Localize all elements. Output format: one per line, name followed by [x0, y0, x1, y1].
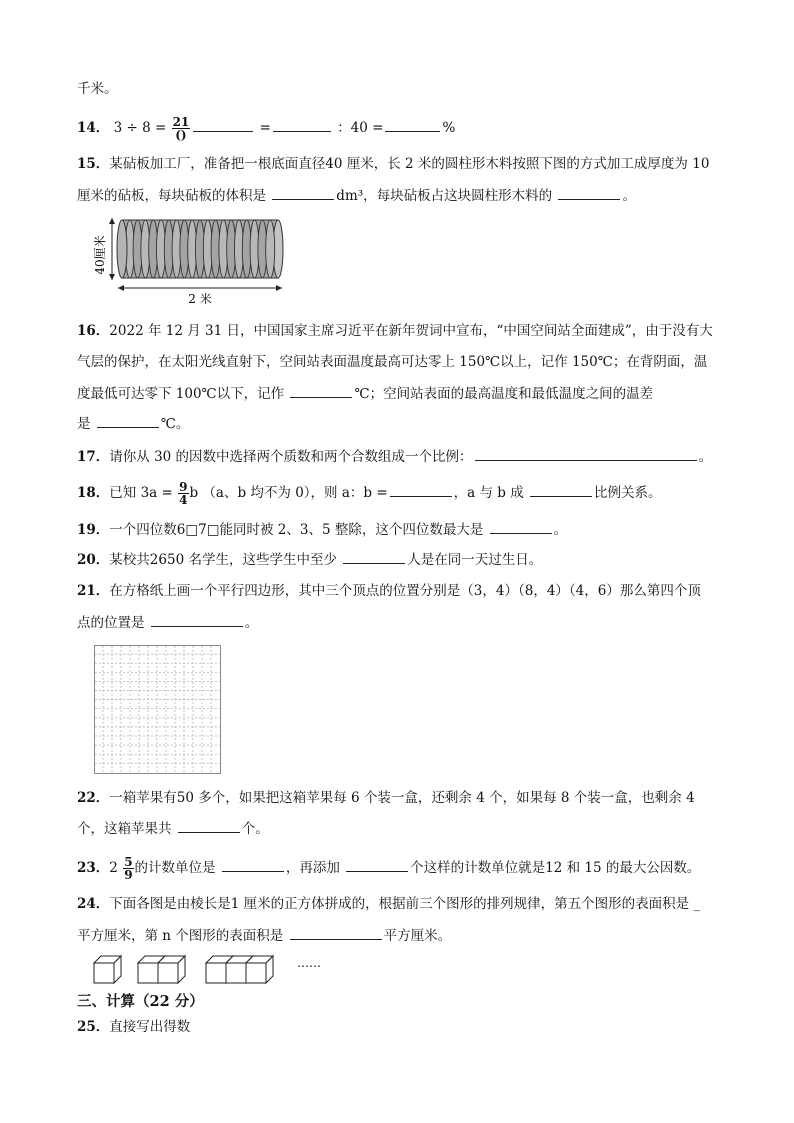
cube-sequence-figure — [92, 952, 332, 986]
q23-blank-2[interactable] — [346, 857, 408, 872]
q17-blank[interactable] — [475, 446, 697, 461]
q23-blank-1[interactable] — [222, 857, 284, 872]
cube — [158, 956, 185, 983]
q21-blank[interactable] — [151, 612, 243, 627]
q24-blank[interactable] — [290, 925, 382, 940]
q23-fraction: $\frac{5}{9}$ — [124, 855, 133, 882]
question-16-line2: 气层的保护，在太阳光线直射下，空间站表面温度最高可达零上 150℃以上，记作 150℃；在背阴面，温 — [77, 354, 708, 370]
question-14: 14． 3 ÷ 8 = $\frac{21}{()}$ = ：40 = % — [77, 115, 456, 142]
q16-blank-2[interactable] — [97, 413, 159, 428]
q16-blank-1[interactable] — [290, 383, 352, 398]
question-18: 18．已知 3a = $\frac{9}{4}$ b （a、b 均不为 0），则 a：b = ，a 与 b 成 比例关系。 — [77, 480, 662, 507]
grid-paper[interactable] — [94, 645, 222, 775]
question-16-line3: 度最低可达零下 100℃以下，记作 ℃；空间站表面的最高温度和最低温度之间的温差 — [77, 383, 653, 404]
cylinder-slice — [266, 220, 275, 278]
q15-blank-fraction[interactable] — [558, 185, 620, 200]
cylinder-slices-figure — [92, 214, 288, 306]
cube-ellipsis: …… — [297, 956, 321, 970]
fig-height-label: 40厘米 — [93, 235, 107, 275]
question-22-line2: 个，这箱苹果共 个。 — [77, 818, 269, 839]
question-20: 20．某校共2650 名学生，这些学生中至少 人是在同一天过生日。 — [77, 549, 542, 570]
question-16-line4: 是 ℃。 — [77, 413, 189, 434]
q14-blank-3[interactable] — [385, 117, 440, 132]
question-24-line2: 平方厘米，第 n 个图形的表面积是 平方厘米。 — [77, 925, 451, 946]
question-24-line1: 24．下面各图是由棱长是1 厘米的正方体拼成的，根据前三个图形的排列规律，第五个图形的表面积是 _ — [77, 896, 701, 912]
question-25: 25．直接写出得数 — [77, 1019, 191, 1035]
q13-tail: 千米。 — [77, 81, 118, 97]
q15-blank-volume[interactable] — [272, 185, 334, 200]
question-23: 23．2 $\frac{5}{9}$ 的计数单位是 ，再添加 个这样的计数单位就是12 和 15 的最大公因数。 — [77, 855, 701, 882]
fig-length-label: 2 米 — [188, 292, 212, 306]
cube — [246, 956, 273, 983]
q14-fraction: $\frac{21}{()}$ — [172, 115, 190, 142]
question-22-line1: 22．一箱苹果有50 多个，如果把这箱苹果每 6 个装一盒，还剩余 4 个，如果每 8 个装一盒，也剩余 4 — [77, 790, 695, 806]
cube — [94, 956, 121, 983]
slice-lines — [125, 220, 274, 278]
section-3-heading: 三、计算（22 分） — [77, 993, 204, 1010]
q14-blank-1[interactable] — [193, 117, 253, 132]
q22-blank[interactable] — [178, 818, 240, 833]
question-17: 17．请你从 30 的因数中选择两个质数和两个合数组成一个比例： 。 — [77, 446, 712, 467]
q20-blank[interactable] — [343, 549, 405, 564]
q18-blank-2[interactable] — [530, 482, 592, 497]
q18-fraction: $\frac{9}{4}$ — [179, 480, 188, 507]
q18-blank-1[interactable] — [390, 482, 452, 497]
q14-number: 14． — [77, 120, 110, 136]
question-16-line1: 16．2022 年 12 月 31 日，中国国家主席习近平在新年贺词中宣布，“中国空间站全面建成”，由于没有大 — [77, 323, 713, 339]
question-19: 19．一个四位数6□7□能同时被 2、3、5 整除，这个四位数最大是 。 — [77, 519, 567, 540]
question-21-line2: 点的位置是 。 — [77, 612, 258, 633]
question-21-line1: 21．在方格纸上画一个平行四边形，其中三个顶点的位置分别是（3，4）（8，4）（4，6）那么第四个顶 — [77, 583, 701, 599]
question-15-line1: 15．某砧板加工厂，准备把一根底面直径40 厘米，长 2 米的圆柱形木料按照下图的方式加工成厚度为 10 — [77, 156, 710, 172]
q19-blank[interactable] — [490, 519, 552, 534]
question-15-line2: 厘米的砧板，每块砧板的体积是 dm³，每块砧板占这块圆柱形木料的 。 — [77, 185, 636, 206]
q14-blank-2[interactable] — [273, 117, 331, 132]
